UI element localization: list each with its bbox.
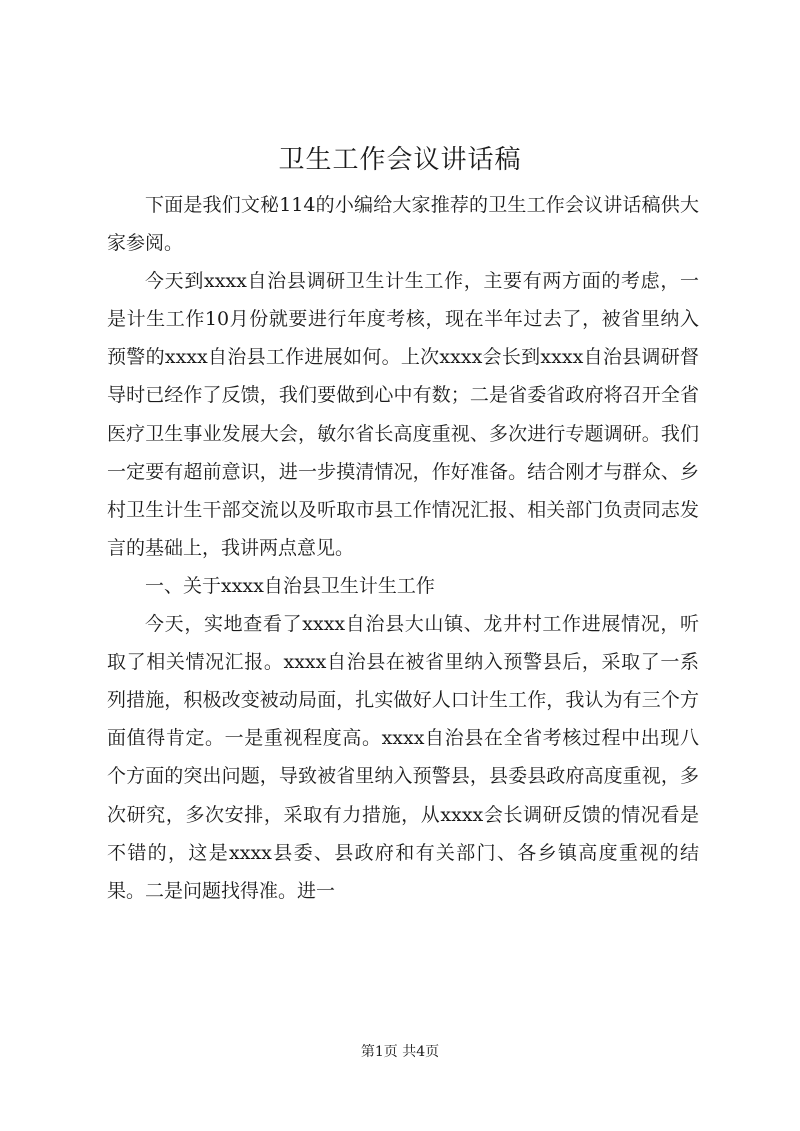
paragraph-findings: 今天，实地查看了xxxx自治县大山镇、龙井村工作进展情况，听取了相关情况汇报。xxxx自治县在被省里纳入预警县后，采取了一系列措施，积极改变被动局面，扎实做好人口计生工作，我认为有三个方面值得肯定。一是重视程度高。xxxx自治县在全省考核过程中出现八个方面的突出问题，导致被省里纳入预警县，县委县政府高度重视，多次研究，多次安排，采取有力措施，从xxxx会长调研反馈的情况看是不错的，这是xxxx县委、县政府和有关部门、各乡镇高度重视的结果。二是问题找得准。进一	[107, 613, 699, 902]
paragraph-purpose: 今天到xxxx自治县调研卫生计生工作，主要有两方面的考虑，一是计生工作10月份就要进行年度考核，现在半年过去了，被省里纳入预警的xxxx自治县工作进展如何。上次xxxx会长到xxxx自治县调研督导时已经作了反馈，我们要做到心中有数；二是省委省政府将召开全省医疗卫生事业发展大会，敏尔省长高度重视、多次进行专题调研。我们一定要有超前意识，进一步摸清情况，作好准备。结合刚才与群众、乡村卫生计生干部交流以及听取市县工作情况汇报、相关部门负责同志发言的基础上，我讲两点意见。	[107, 270, 699, 559]
document-title: 卫生工作会议讲话稿	[278, 145, 522, 175]
paragraph-intro: 下面是我们文秘114的小编给大家推荐的卫生工作会议讲话稿供大家参阅。	[107, 194, 699, 255]
page-footer: 第1页 共4页	[360, 1044, 440, 1060]
section-heading-1: 一、关于xxxx自治县卫生计生工作	[145, 574, 435, 597]
document-body	[107, 186, 699, 910]
